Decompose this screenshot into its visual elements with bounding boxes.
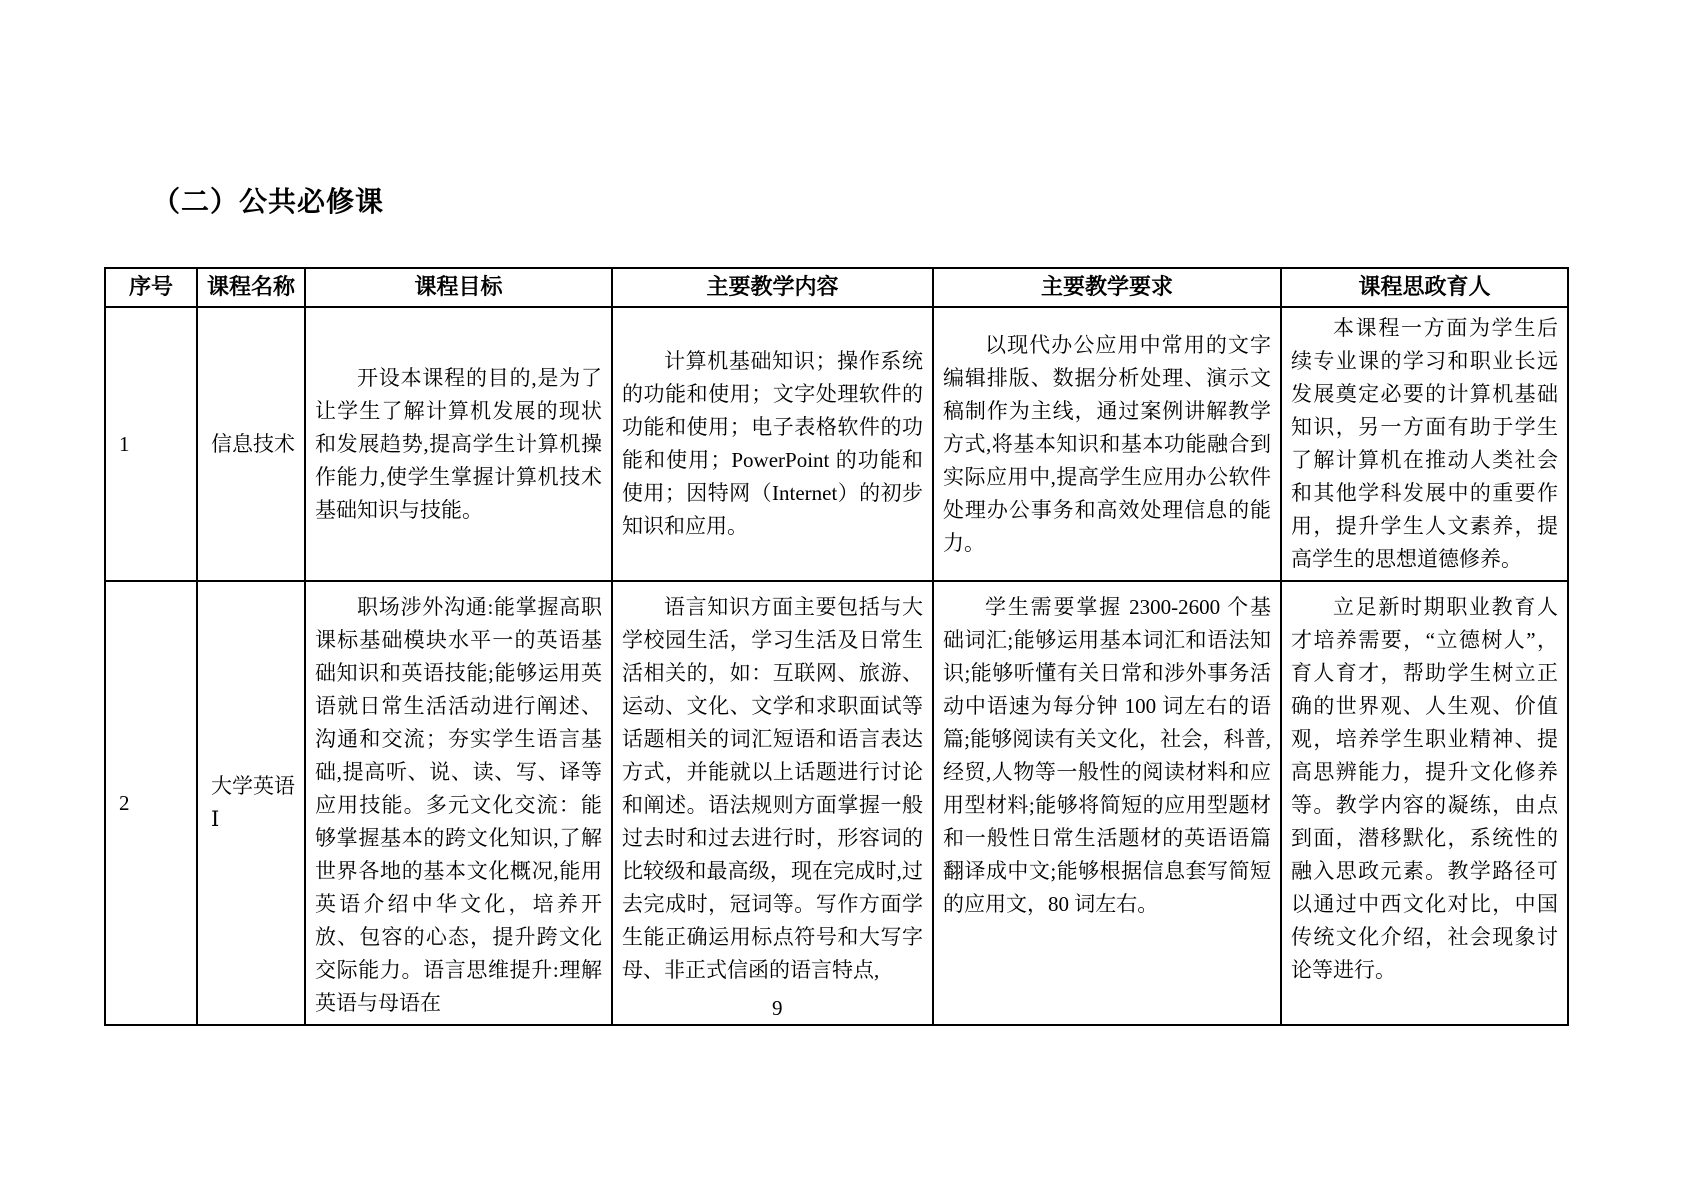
col-header-ideology: 课程思政育人 (1281, 268, 1568, 307)
cell-ideology-education (1281, 581, 1568, 1025)
teaching-requirements-text: 学生需要掌握 2300-2600 个基础词汇;能够运用基本词汇和语法知识;能够听懂有关日常和涉外事务活动中语速为每分钟 100 词左右的语篇;能够阅读有关文化，社会，科普,经贸,人物等一般性的阅读材料和应用型材料;能够将简短的应用型题材和一般性日常生活题材的英语语篇翻译成中文;能够根据信息套写简短的应用文，80 词左右。 (943, 595, 1271, 916)
cell-serial-number: 1 (105, 307, 197, 581)
course-table (104, 267, 1569, 1026)
section-heading: （二）公共必修课 (152, 187, 385, 218)
teaching-requirements-text: 以现代办公应用中常用的文字编辑排版、数据分析处理、演示文稿制作为主线，通过案例讲解教学方式,将基本知识和基本功能融合到实际应用中,提高学生应用办公软件处理办公事务和高效处理信息的能力。 (943, 332, 1271, 555)
cell-teaching-content (612, 581, 933, 1025)
table-row-college-english (105, 581, 1568, 1025)
col-header-serial: 序号 (105, 268, 197, 307)
table-row-information-technology (105, 307, 1568, 581)
cell-course-objectives (305, 581, 612, 1025)
col-header-course-name: 课程名称 (197, 268, 305, 307)
page-number: 9 (772, 996, 783, 1020)
cell-teaching-requirements (933, 581, 1281, 1025)
col-header-objectives: 课程目标 (305, 268, 612, 307)
cell-teaching-requirements (933, 307, 1281, 581)
ideology-education-text: 立足新时期职业教育人才培养需要，“立德树人”，育人育才，帮助学生树立正确的世界观、人生观、价值观，培养学生职业精神、提高思辨能力，提升文化修养等。教学内容的凝练，由点到面，潜移默化，系统性的融入思政元素。教学路径可以通过中西文化对比，中国传统文化介绍，社会现象讨论等进行。 (1291, 595, 1558, 982)
cell-course-name: 大学英语 Ⅰ (197, 581, 305, 1025)
cell-course-name: 信息技术 (197, 307, 305, 581)
course-objectives-text: 开设本课程的目的,是为了让学生了解计算机发展的现状和发展趋势,提高学生计算机操作能力,使学生掌握计算机技术基础知识与技能。 (315, 365, 602, 522)
cell-ideology-education (1281, 307, 1568, 581)
ideology-education-text: 本课程一方面为学生后续专业课的学习和职业长远发展奠定必要的计算机基础知识，另一方面有助于学生了解计算机在推动人类社会和其他学科发展中的重要作用，提升学生人文素养，提高学生的思想道德修养。 (1291, 316, 1558, 571)
col-header-content: 主要教学内容 (612, 268, 933, 307)
col-header-requirements: 主要教学要求 (933, 268, 1281, 307)
cell-serial-number: 2 (105, 581, 197, 1025)
course-objectives-text: 职场涉外沟通:能掌握高职课标基础模块水平一的英语基础知识和英语技能;能够运用英语就日常生活活动进行阐述、沟通和交流；夯实学生语言基础,提高听、说、读、写、译等应用技能。多元文化交流：能够掌握基本的跨文化知识,了解世界各地的基本文化概况,能用英语介绍中华文化，培养开放、包容的心态，提升跨文化交际能力。语言思维提升:理解英语与母语在 (315, 595, 602, 1015)
cell-course-objectives (305, 307, 612, 581)
table-header-row (105, 268, 1568, 307)
teaching-content-text: 计算机基础知识；操作系统的功能和使用；文字处理软件的功能和使用；电子表格软件的功能和使用；PowerPoint 的功能和使用；因特网（Internet）的初步知识和应用。 (622, 349, 923, 538)
cell-teaching-content (612, 307, 933, 581)
teaching-content-text: 语言知识方面主要包括与大学校园生活，学习生活及日常生活相关的，如：互联网、旅游、运动、文化、文学和求职面试等话题相关的词汇短语和语言表达方式，并能就以上话题进行讨论和阐述。语法规则方面掌握一般过去时和过去进行时，形容词的比较级和最高级，现在完成时,过去完成时，冠词等。写作方面学生能正确运用标点符号和大写字母、非正式信函的语言特点, (622, 595, 923, 982)
